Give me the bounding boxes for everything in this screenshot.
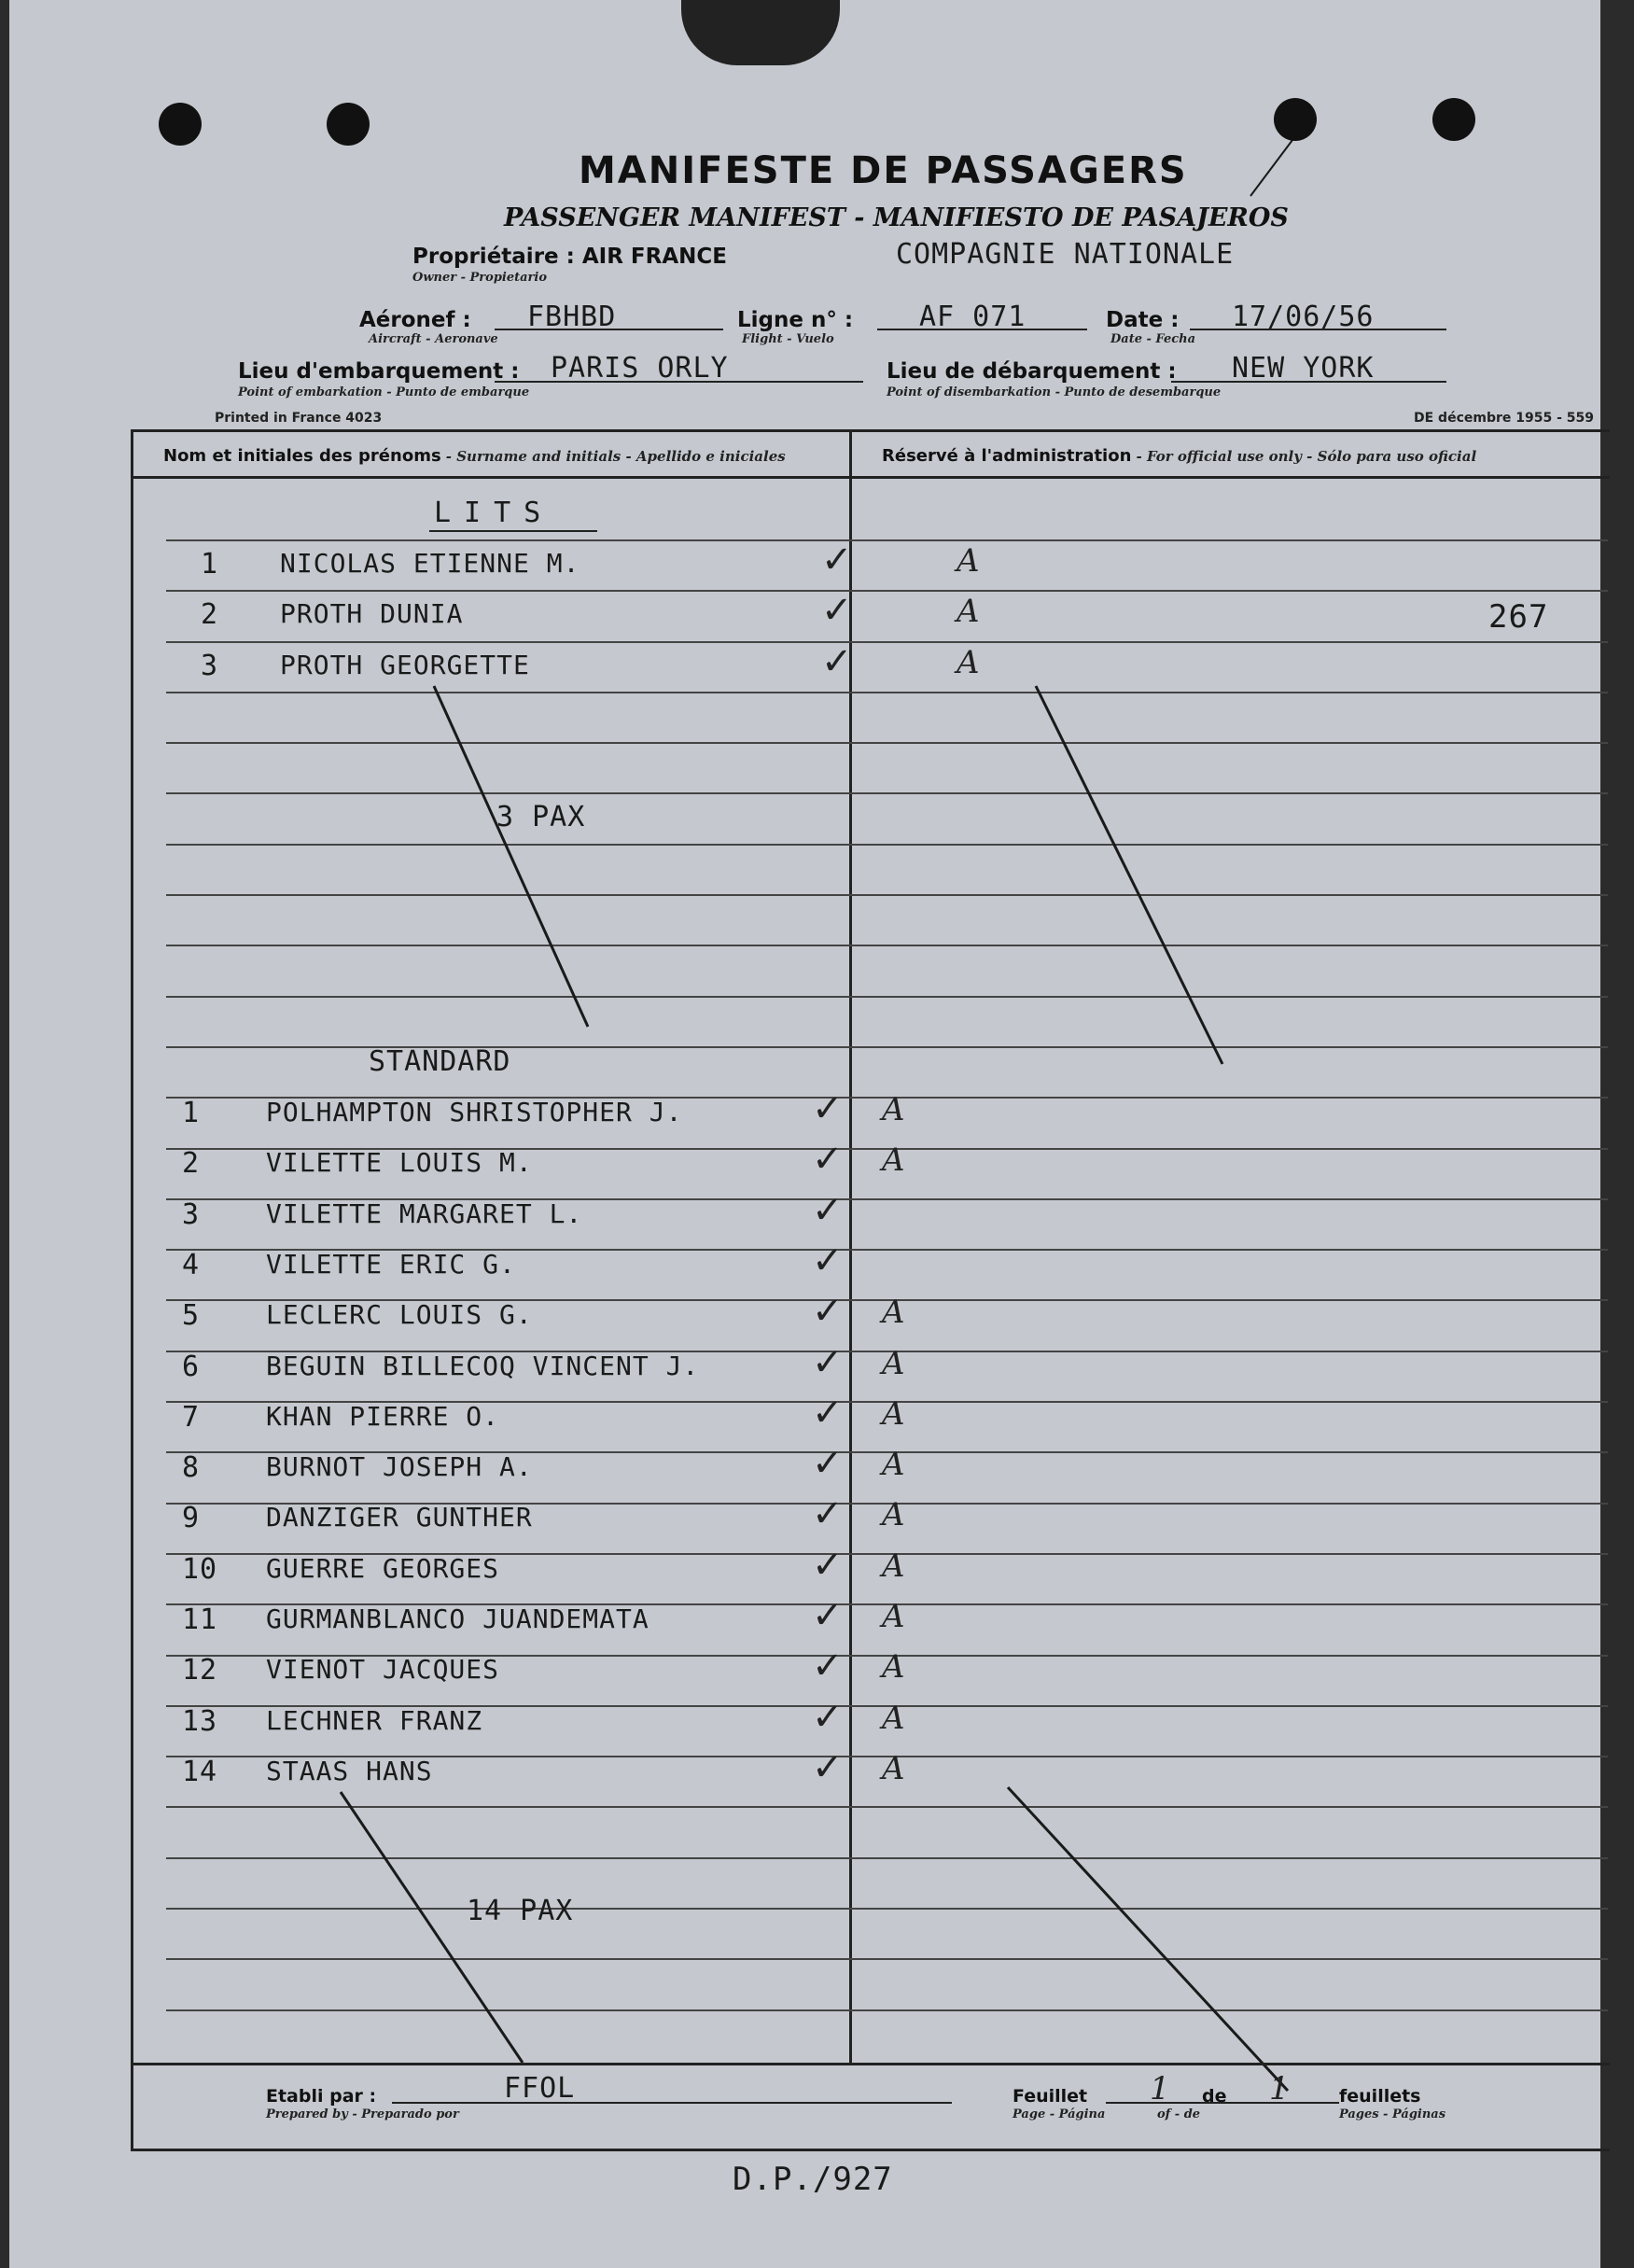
aircraft-value: FBHBD [527,301,617,333]
section-lits-total: 3 PAX [496,801,586,833]
check-mark: ✓ [812,1645,844,1688]
manifest-sheet [9,0,1600,2268]
document-number: D.P./927 [733,2161,893,2198]
col2-header-label: Réservé à l'administration [882,446,1132,466]
cancel-strokes [9,0,1600,2268]
passenger-number: 13 [182,1704,218,1738]
passenger-name: DANZIGER GUNTHER [266,1502,533,1533]
admin-mark: A [882,1446,905,1484]
passenger-name: PROTH GEORGETTE [280,649,530,680]
aircraft-label: Aéronef : [359,308,471,332]
admin-mark: A [882,1749,905,1787]
passenger-name: VIENOT JACQUES [266,1654,500,1686]
passenger-number: 9 [182,1502,201,1535]
admin-mark: A [882,1344,905,1382]
passenger-name: LECLERC LOUIS G. [266,1299,533,1331]
passenger-name: GUERRE GEORGES [266,1552,500,1584]
prepared-underline [392,2102,952,2104]
form-code: DE décembre 1955 - 559 [1414,411,1594,426]
of-sublabel: of - de [1157,2107,1201,2121]
of-label: de [1202,2086,1227,2107]
passenger-number: 6 [182,1350,201,1383]
passenger-number: 5 [182,1299,201,1333]
check-mark: ✓ [812,1543,844,1587]
passenger-number: 2 [182,1147,201,1181]
passenger-number: 4 [182,1248,201,1281]
check-mark: ✓ [812,1492,844,1536]
sheet-label: Feuillet [1013,2086,1088,2107]
prepared-label: Etabli par : [266,2086,377,2107]
passenger-name: GURMANBLANCO JUANDEMATA [266,1603,649,1634]
passenger-name: STAAS HANS [266,1755,433,1786]
check-mark: ✓ [812,1442,844,1486]
check-mark: ✓ [812,1340,844,1384]
admin-mark: A [882,1394,905,1433]
sheets-label: feuillets [1339,2086,1421,2107]
prepared-sublabel: Prepared by - Preparado por [266,2107,459,2121]
embark-label: Lieu d'embarquement : [238,359,520,384]
sheet-number: 1 [1150,2070,1170,2107]
admin-mark: A [882,1496,905,1534]
passenger-name: BURNOT JOSEPH A. [266,1451,533,1483]
passenger-number: 3 [201,649,219,682]
passenger-name: POLHAMPTON SHRISTOPHER J. [266,1097,683,1127]
check-mark: ✓ [812,1290,844,1334]
form-title: MANIFESTE DE PASSAGERS [579,149,1188,192]
section-standard-total: 14 PAX [467,1895,574,1927]
col2-header-sub: - For official use only - Sólo para uso oficial [1136,448,1477,465]
passenger-number: 10 [182,1552,218,1586]
admin-mark: A [957,593,980,631]
check-mark: ✓ [812,1391,844,1435]
check-mark: ✓ [821,589,853,633]
passenger-name: VILETTE ERIC G. [266,1248,516,1280]
sheet-sublabel: Page - Página [1013,2107,1106,2121]
check-mark: ✓ [812,1138,844,1182]
check-mark: ✓ [812,1087,844,1130]
sheet-total: 1 [1269,2070,1290,2107]
admin-mark: A [957,542,980,580]
date-sublabel: Date - Fecha [1110,332,1195,346]
section-title-lits: LITS [434,497,554,529]
check-mark: ✓ [812,1745,844,1789]
admin-mark: A [882,1141,905,1180]
embark-sublabel: Point of embarkation - Punto de embarque [238,385,530,399]
section-title-standard: STANDARD [369,1045,511,1078]
form-subtitle: PASSENGER MANIFEST - MANIFIESTO DE PASAJEROS [504,203,1289,232]
admin-extra-value: 267 [1488,598,1549,637]
date-label: Date : [1106,308,1180,332]
passenger-name: LECHNER FRANZ [266,1704,483,1736]
passenger-number: 7 [182,1400,201,1434]
date-value: 17/06/56 [1232,301,1375,333]
passenger-number: 2 [201,598,219,632]
admin-mark: A [882,1598,905,1635]
disembark-value: NEW YORK [1232,352,1375,385]
footer-rule [131,2063,1610,2065]
owner-sublabel: Owner - Propietario [412,271,548,285]
admin-mark: A [882,1699,905,1737]
passenger-name: VILETTE MARGARET L. [266,1197,583,1229]
passenger-number: 1 [182,1097,201,1129]
check-mark: ✓ [812,1594,844,1637]
disembark-label: Lieu de débarquement : [887,359,1177,384]
embark-value: PARIS ORLY [551,352,729,385]
passenger-number: 1 [201,548,219,581]
check-mark: ✓ [812,1188,844,1232]
passenger-number: 3 [182,1197,201,1231]
check-mark: ✓ [812,1695,844,1739]
col1-header-label: Nom et initiales des prénoms [163,446,441,466]
passenger-number: 14 [182,1755,218,1788]
disembark-sublabel: Point of disembarkation - Punto de desembarque [887,385,1222,399]
flight-value: AF 071 [919,301,1026,333]
col1-header-sub: - Surname and initials - Apellido e iniciales [445,448,786,465]
passenger-name: PROTH DUNIA [280,598,464,630]
admin-mark: A [957,643,980,681]
passenger-name: BEGUIN BILLECOQ VINCENT J. [266,1350,700,1381]
company-name: COMPAGNIE NATIONALE [896,238,1235,271]
passenger-number: 8 [182,1451,201,1485]
check-mark: ✓ [821,539,853,581]
prepared-value: FFOL [504,2072,576,2105]
flight-sublabel: Flight - Vuelo [742,332,834,346]
sheets-sublabel: Pages - Páginas [1339,2107,1446,2121]
admin-mark: A [882,1294,905,1332]
passenger-number: 11 [182,1603,218,1636]
owner-label: Propriétaire : AIR FRANCE [412,245,727,269]
check-mark: ✓ [812,1239,844,1282]
admin-mark: A [882,1547,905,1585]
passenger-name: KHAN PIERRE O. [266,1400,500,1432]
passenger-name: NICOLAS ETIENNE M. [280,548,580,579]
aircraft-sublabel: Aircraft - Aeronave [369,332,498,346]
check-mark: ✓ [821,639,853,683]
passenger-name: VILETTE LOUIS M. [266,1147,533,1179]
passenger-number: 12 [182,1654,218,1687]
flight-label: Ligne n° : [737,308,854,332]
admin-mark: A [882,1648,905,1687]
sheet-underline [1106,2102,1339,2104]
admin-mark: A [882,1091,905,1128]
printed-note: Printed in France 4023 [215,411,383,426]
